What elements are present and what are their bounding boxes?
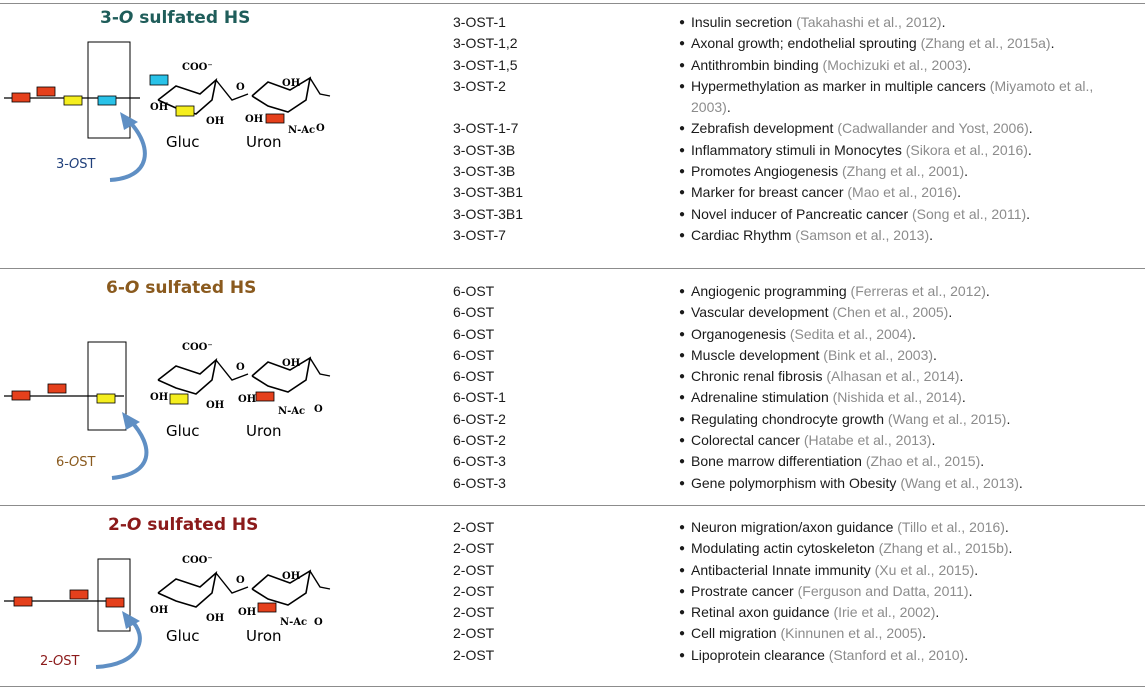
enzyme-cell: 6-OST (453, 325, 495, 342)
svg-text:OH: OH (238, 607, 257, 618)
cyan-sulfate-block (98, 96, 116, 105)
enzyme-cell: 6-OST (453, 346, 495, 363)
function-cell: ● Cardiac Rhythm (Samson et al., 2013). (679, 226, 934, 243)
red-sulfate-block (266, 114, 284, 123)
svg-text:OH: OH (282, 78, 301, 89)
function-cell: ● Colorectal cancer (Hatabe et al., 2013). (679, 432, 936, 449)
uron-label: Uron (246, 422, 282, 440)
svg-text:N-Ac: N-Ac (288, 125, 316, 136)
enzyme-cell: 6-OST-2 (453, 410, 506, 427)
enzyme-cell: 2-OST (453, 582, 495, 599)
enzyme-cell: 6-OST-1 (453, 389, 506, 406)
hs-chain-diagram (0, 320, 440, 510)
red-sulfate-block (12, 391, 30, 400)
svg-text:OH: OH (206, 613, 225, 624)
svg-text:COO⁻: COO⁻ (182, 342, 213, 353)
section-3-o-sulfated (0, 0, 1145, 268)
enzyme-cell: 2-OST (453, 646, 495, 663)
curved-arrow (112, 420, 146, 478)
enzyme-cell: 3-OST-3B (453, 163, 516, 180)
svg-text:COO⁻: COO⁻ (182, 555, 213, 566)
section-2-o-sulfated (0, 505, 1145, 686)
svg-text:O: O (314, 617, 323, 628)
function-cell: ● Novel inducer of Pancreatic cancer (Song et al., 2011). (679, 205, 1031, 222)
svg-text:OH: OH (282, 571, 301, 582)
red-sulfate-block (106, 598, 124, 607)
function-cell: ● Regulating chondrocyte growth (Wang et al., 2015). (679, 410, 1011, 427)
gluc-label: Gluc (166, 422, 200, 440)
enzyme-label: 6-OST (56, 455, 96, 470)
function-cell: ● Adrenaline stimulation (Nishida et al., 2014). (679, 389, 966, 406)
function-column (679, 281, 1139, 494)
red-sulfate-block (14, 597, 32, 606)
svg-text:O: O (314, 404, 323, 415)
enzyme-cell: 3-OST-1 (453, 14, 506, 30)
enzyme-column (453, 517, 494, 666)
section-title: 2-O sulfated HS (108, 515, 259, 535)
disaccharide-structure (150, 62, 330, 136)
enzyme-cell: 3-OST-1,5 (453, 56, 518, 73)
enzyme-cell: 2-OST (453, 519, 495, 535)
hs-chain-diagram (0, 38, 440, 228)
enzyme-cell: 3-OST-3B (453, 141, 516, 158)
curved-arrow (110, 120, 145, 180)
function-cell: ● Zebrafish development (Cadwallander and Yost, 2006). (679, 120, 1033, 137)
function-cell: ● Organogenesis (Sedita et al., 2004). (679, 325, 916, 342)
svg-text:O: O (236, 82, 245, 93)
function-cell: ● Hypermethylation as marker in multiple cancers (Miyamoto et al., 2003). (679, 77, 1094, 116)
uron-label: Uron (246, 627, 282, 645)
function-cell: ● Modulating actin cytoskeleton (Zhang et al., 2015b). (679, 540, 1013, 557)
function-column (679, 12, 1139, 246)
enzyme-cell: 3-OST-3B1 (453, 184, 524, 201)
yellow-sulfate-block (176, 106, 194, 116)
function-cell: ● Marker for breast cancer (Mao et al., 2016). (679, 184, 962, 201)
svg-text:N-Ac: N-Ac (280, 617, 308, 628)
red-sulfate-block (12, 93, 30, 102)
svg-text:OH: OH (150, 392, 169, 403)
enzyme-cell: 6-OST-2 (453, 432, 506, 449)
function-cell: ● Angiogenic programming (Ferreras et al., 2012). (679, 283, 990, 299)
function-cell: ● Muscle development (Bink et al., 2003). (679, 346, 937, 363)
gluc-label: Gluc (166, 133, 200, 151)
yellow-sulfate-block (97, 394, 115, 403)
function-cell: ● Chronic renal fibrosis (Alhasan et al., 2014). (679, 368, 964, 385)
enzyme-cell: 6-OST (453, 368, 495, 385)
function-cell: ● Vascular development (Chen et al., 2005). (679, 304, 953, 321)
enzyme-cell: 2-OST (453, 561, 495, 578)
enzyme-label: 3-OST (56, 157, 96, 172)
red-sulfate-block (37, 87, 55, 96)
hs-chain-diagram (0, 539, 440, 689)
function-cell: ● Cell migration (Kinnunen et al., 2005). (679, 625, 927, 642)
cyan-sulfate-block (150, 75, 168, 85)
gluc-label: Gluc (166, 627, 200, 645)
svg-text:O: O (236, 362, 245, 373)
red-sulfate-block (70, 590, 88, 599)
function-column (679, 517, 1139, 666)
function-cell: ● Antibacterial Innate immunity (Xu et al., 2015). (679, 561, 979, 578)
enzyme-column (453, 12, 523, 246)
disaccharide-structure (150, 555, 330, 628)
svg-text:O: O (236, 575, 245, 586)
curved-arrow (96, 619, 140, 667)
svg-text:OH: OH (206, 116, 225, 127)
enzyme-cell: 6-OST (453, 304, 495, 321)
section-title: 3-O sulfated HS (100, 8, 251, 28)
function-cell: ● Inflammatory stimuli in Monocytes (Sikora et al., 2016). (679, 141, 1032, 158)
enzyme-column (453, 281, 506, 494)
enzyme-cell: 2-OST (453, 540, 495, 557)
function-cell: ● Antithrombin binding (Mochizuki et al., 2003). (679, 56, 972, 73)
svg-text:OH: OH (282, 358, 301, 369)
enzyme-cell: 2-OST (453, 625, 495, 642)
function-cell: ● Gene polymorphism with Obesity (Wang et al., 2013). (679, 474, 1023, 491)
red-sulfate-block (256, 392, 274, 401)
function-cell: ● Prostrate cancer (Ferguson and Datta, 2011). (679, 582, 973, 599)
enzyme-cell: 3-OST-1,2 (453, 35, 518, 52)
svg-text:OH: OH (238, 394, 257, 405)
enzyme-cell: 3-OST-2 (453, 77, 506, 94)
section-6-o-sulfated (0, 268, 1145, 505)
enzyme-label: 2-OST (40, 654, 80, 669)
svg-text:OH: OH (150, 102, 169, 113)
function-cell: ● Axonal growth; endothelial sprouting (Zhang et al., 2015a). (679, 35, 1055, 52)
section-title: 6-O sulfated HS (106, 278, 257, 298)
enzyme-cell: 6-OST (453, 283, 495, 299)
svg-text:OH: OH (150, 605, 169, 616)
svg-text:O: O (316, 123, 325, 134)
enzyme-cell: 6-OST-3 (453, 453, 506, 470)
enzyme-cell: 6-OST-3 (453, 474, 506, 491)
highlight-box (88, 342, 126, 430)
enzyme-cell: 3-OST-1-7 (453, 120, 519, 137)
red-sulfate-block (48, 384, 66, 393)
uron-label: Uron (246, 133, 282, 151)
svg-text:COO⁻: COO⁻ (182, 62, 213, 73)
function-cell: ● Lipoprotein clearance (Stanford et al., 2010). (679, 646, 969, 663)
function-cell: ● Neuron migration/axon guidance (Tillo et al., 2016). (679, 519, 1009, 535)
function-cell: ● Bone marrow differentiation (Zhao et al., 2015). (679, 453, 985, 470)
svg-text:OH: OH (206, 400, 225, 411)
svg-text:N-Ac: N-Ac (278, 406, 306, 417)
function-cell: ● Promotes Angiogenesis (Zhang et al., 2001). (679, 163, 969, 180)
yellow-sulfate-block (170, 394, 188, 404)
disaccharide-structure (150, 342, 330, 417)
function-cell: ● Insulin secretion (Takahashi et al., 2012). (679, 14, 946, 30)
red-sulfate-block (258, 603, 276, 612)
yellow-sulfate-block (64, 96, 82, 105)
enzyme-cell: 2-OST (453, 604, 495, 621)
enzyme-cell: 3-OST-7 (453, 226, 506, 243)
enzyme-cell: 3-OST-3B1 (453, 205, 524, 222)
function-cell: ● Retinal axon guidance (Irie et al., 2002). (679, 604, 940, 621)
svg-text:OH: OH (245, 114, 264, 125)
